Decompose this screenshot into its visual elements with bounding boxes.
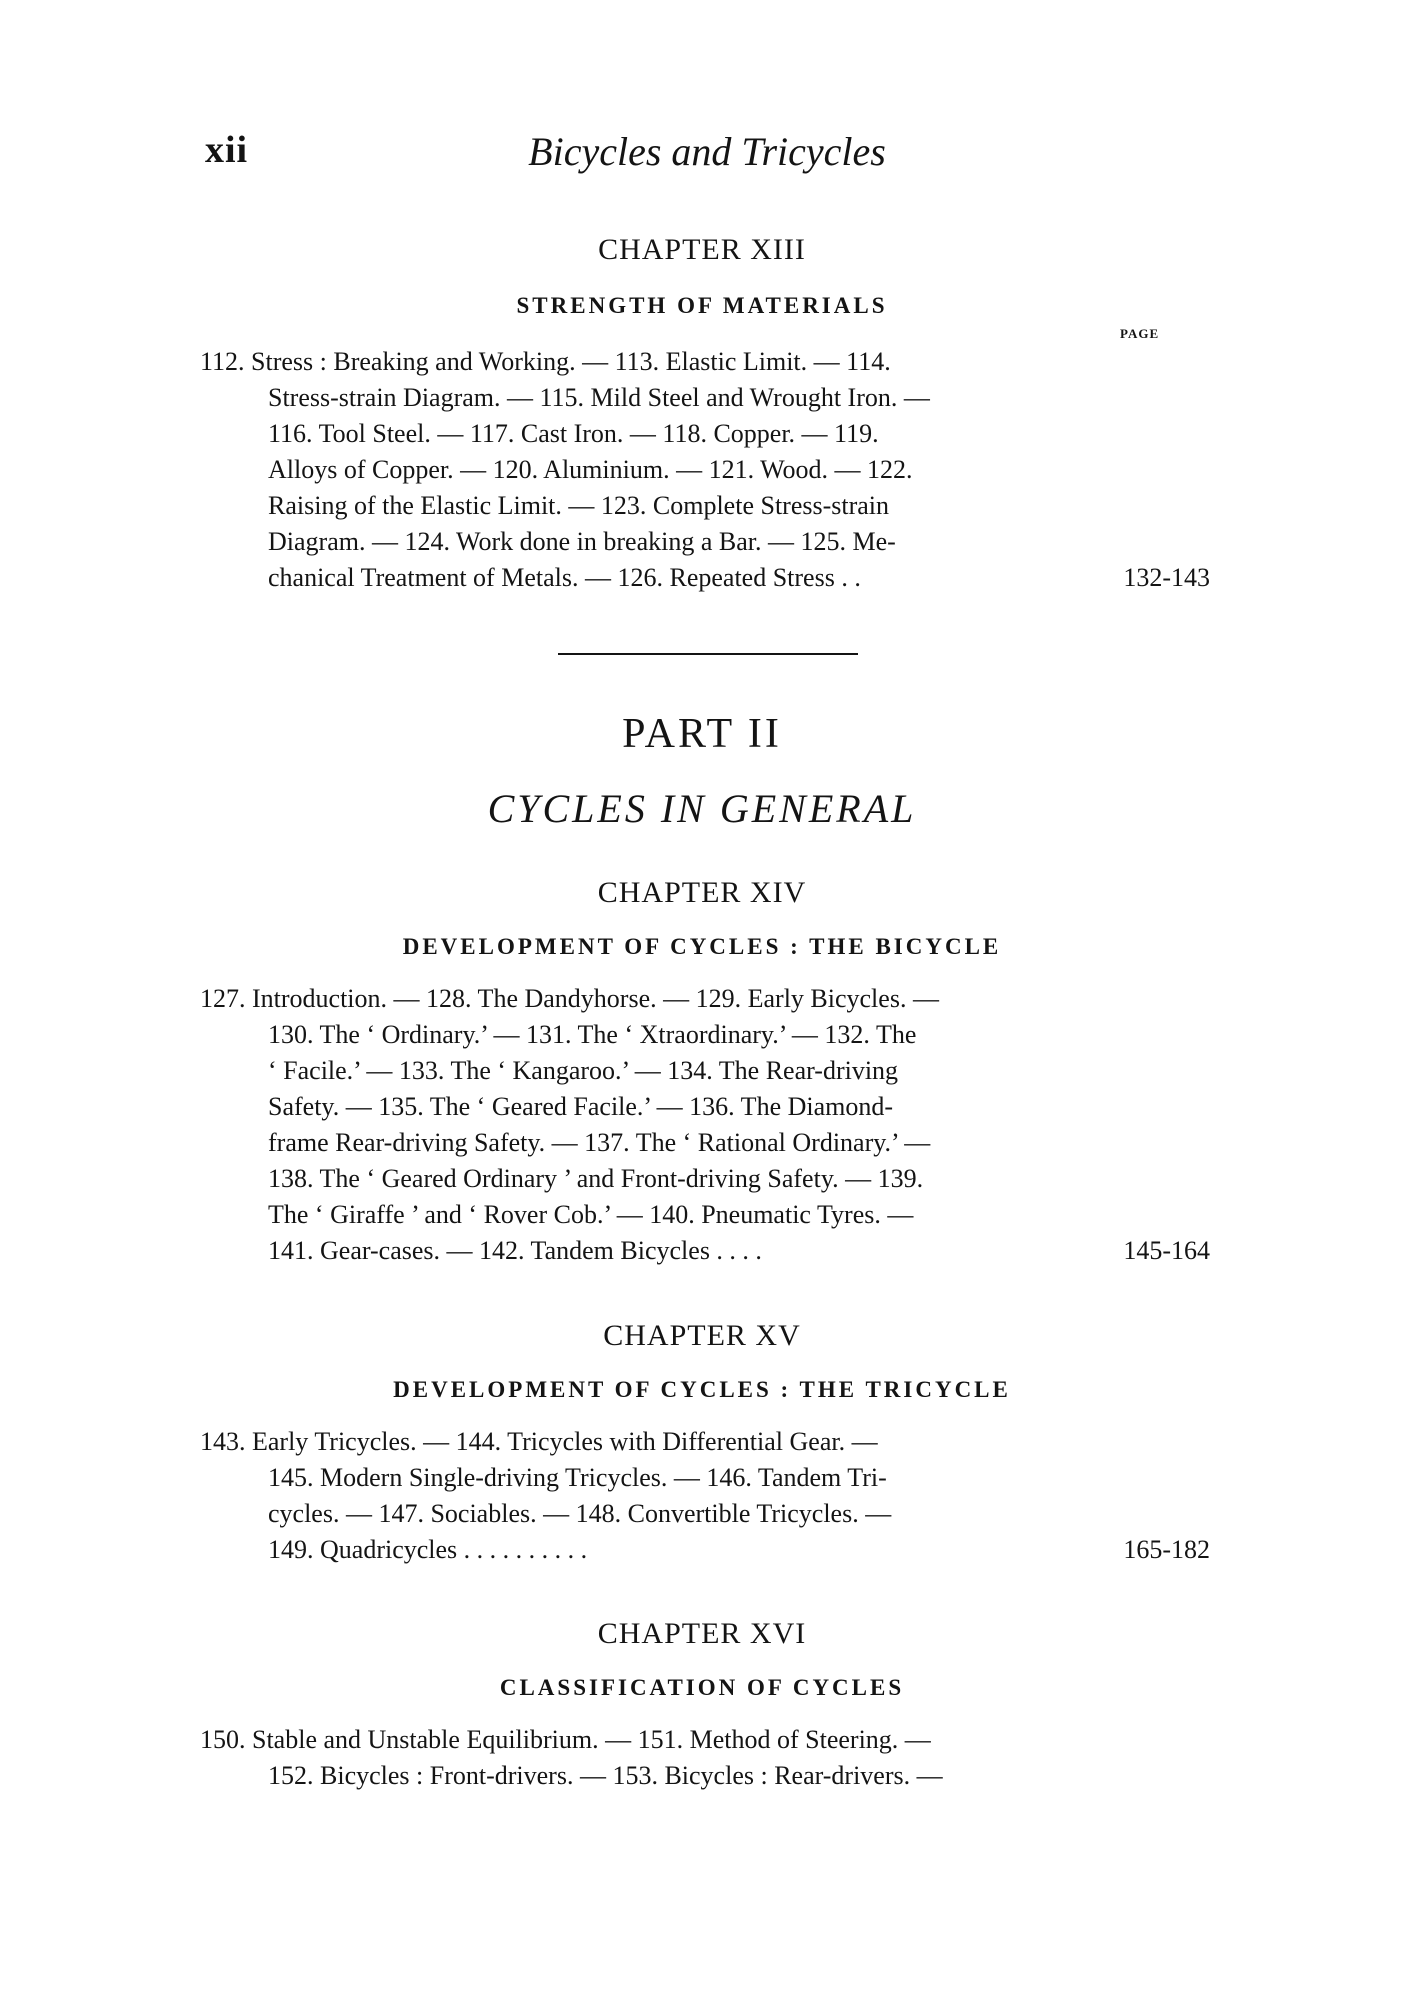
chapter-15-subtitle: DEVELOPMENT OF CYCLES : THE TRICYCLE [393,1377,1011,1402]
chapter-13-subtitle: STRENGTH OF MATERIALS [516,293,888,318]
contents-line: The ‘ Giraffe ’ and ‘ Rover Cob.’ — 140. Pneumatic Tyres. — [268,1200,914,1229]
running-title: Bicycles and Tricycles [528,129,886,174]
part-title: PART II [622,711,782,757]
contents-line: 143. Early Tricycles. — 144. Tricycles with Differential Gear. — [200,1427,878,1456]
chapter-16-subtitle: CLASSIFICATION OF CYCLES [499,1675,905,1700]
chapter-15-contents [200,1424,1210,1568]
section-divider [558,653,858,655]
contents-line: 152. Bicycles : Front-drivers. — 153. Bicycles : Rear-drivers. — [268,1761,943,1790]
chapter-14-contents [200,981,1210,1269]
chapter-14-page-range: 145-164 [1123,1236,1210,1265]
contents-line: ‘ Facile.’ — 133. The ‘ Kangaroo.’ — 134. The Rear-driving [268,1056,899,1085]
contents-line: 116. Tool Steel. — 117. Cast Iron. — 118. Copper. — 119. [268,419,879,448]
contents-line: 141. Gear-cases. — 142. Tandem Bicycles . . . . 145-164 [200,1233,1210,1269]
contents-line: 130. The ‘ Ordinary.’ — 131. The ‘ Xtraordinary.’ — 132. The [268,1020,917,1049]
contents-line: chanical Treatment of Metals. — 126. Repeated Stress . . 132-143 [200,560,1210,596]
chapter-16-contents [200,1722,1210,1794]
contents-line: frame Rear-driving Safety. — 137. The ‘ Rational Ordinary.’ — [268,1128,931,1157]
contents-line: 138. The ‘ Geared Ordinary ’ and Front-driving Safety. — 139. [268,1164,924,1193]
chapter-14-subtitle: DEVELOPMENT OF CYCLES : THE BICYCLE [402,934,1002,959]
chapter-13-page-range: 132-143 [1123,563,1210,592]
contents-line: Stress-strain Diagram. — 115. Mild Steel and Wrought Iron. — [268,383,930,412]
contents-line: 150. Stable and Unstable Equilibrium. — 151. Method of Steering. — [200,1725,931,1754]
chapter-13-contents [200,344,1210,596]
chapter-13-title: CHAPTER XIII [598,233,806,266]
chapter-14-title: CHAPTER XIV [597,876,807,909]
contents-line: 112. Stress : Breaking and Working. — 113. Elastic Limit. — 114. [200,347,891,376]
contents-line: Diagram. — 124. Work done in breaking a Bar. — 125. Me- [268,527,896,556]
page-column-label: PAGE [1120,326,1160,341]
contents-line: Safety. — 135. The ‘ Geared Facile.’ — 136. The Diamond- [268,1092,894,1121]
page-number: xii [205,129,249,171]
contents-line: Raising of the Elastic Limit. — 123. Complete Stress-strain [268,491,890,520]
chapter-15-title: CHAPTER XV [603,1319,801,1352]
chapter-16-title: CHAPTER XVI [597,1617,807,1650]
chapter-15-page-range: 165-182 [1123,1535,1210,1564]
contents-line: 145. Modern Single-driving Tricycles. — 146. Tandem Tri- [268,1463,887,1492]
part-subtitle: CYCLES IN GENERAL [487,786,917,831]
contents-line: Alloys of Copper. — 120. Aluminium. — 121. Wood. — 122. [268,455,913,484]
contents-line: cycles. — 147. Sociables. — 148. Convertible Tricycles. — [268,1499,892,1528]
contents-line: 149. Quadricycles . . . . . . . . . . 165-182 [200,1532,1210,1568]
contents-line: 127. Introduction. — 128. The Dandyhorse. — 129. Early Bicycles. — [200,984,939,1013]
